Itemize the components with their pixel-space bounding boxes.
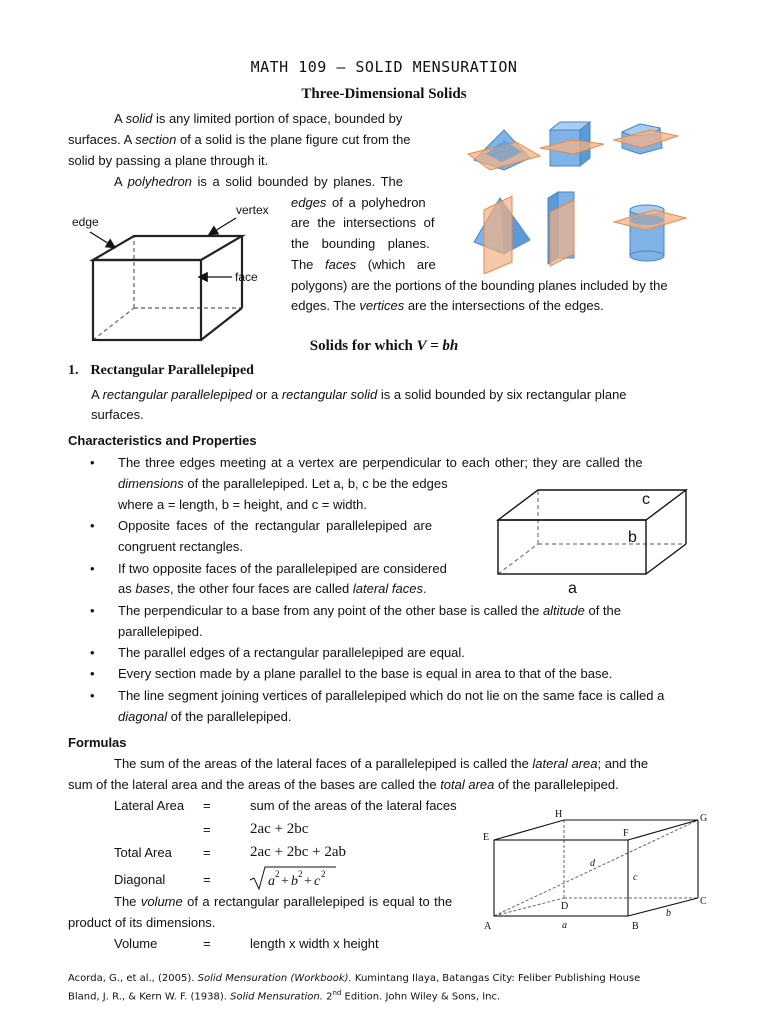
edge-label-b: b (666, 908, 671, 919)
parallelepiped-abc-diagram (494, 484, 710, 596)
bullet-1-line-2: dimensions of the parallelepiped. Let a, b, c be the edges (118, 476, 448, 491)
vertex-A: A (484, 921, 492, 932)
total-area-eq: = (203, 845, 211, 860)
bullet-dot: • (90, 603, 95, 618)
label-c: c (642, 491, 650, 508)
section-title: Three-Dimensional Solids (301, 86, 467, 102)
bullet-1-line-3: where a = length, b = height, and c = width. (118, 497, 367, 512)
bullet-dot: • (90, 666, 95, 681)
diagonal-formula (248, 864, 338, 892)
vertex-G: G (700, 813, 708, 824)
formulas-p1-line-2: sum of the lateral area and the areas of the bases are called the total area of the parallelepiped. (68, 777, 619, 792)
bullet-dot: • (90, 455, 95, 470)
total-area-formula: 2ac + 2bc + 2ab (250, 844, 347, 860)
prism-vertical-section (548, 192, 574, 266)
vertex-D: D (561, 901, 569, 912)
intro-line-3: solid by passing a plane through it. (68, 153, 269, 168)
volume-p-line-1: The volume of a rectangular parallelepiped is equal to the (114, 894, 453, 909)
bullet-2-line-1: Opposite faces of the rectangular parallelepiped are (118, 518, 433, 533)
edge-label-d: d (590, 858, 595, 869)
volume-label: Volume (114, 936, 158, 951)
course-title: MATH 109 – SOLID MENSURATION (250, 58, 518, 76)
vertex-arrow (210, 218, 236, 234)
bullet-dot: • (90, 688, 95, 703)
bullet-dot: • (90, 561, 95, 576)
vertex-F: F (623, 828, 629, 839)
intro-line-7: the bounding planes. (291, 236, 430, 251)
prism-horizontal-section (614, 124, 678, 154)
label-a: a (568, 580, 577, 596)
total-area-label: Total Area (114, 845, 172, 860)
intro-line-10: edges. The vertices are the intersections of the edges. (291, 298, 604, 313)
cube-horizontal-section (540, 122, 604, 166)
bullet-7-line-1: The line segment joining vertices of parallelepiped which do not lie on the same face is called a (118, 688, 665, 703)
bullet-dot: • (90, 518, 95, 533)
pyramid-vertical-section (474, 196, 530, 274)
bullet-3-line-1: If two opposite faces of the parallelepiped are considered (118, 561, 447, 576)
labeled-parallelepiped-diagram (476, 804, 716, 936)
svg-text:b: b (291, 874, 298, 889)
face-label: face (235, 270, 258, 284)
reference-2: Bland, J. R., & Kern W. F. (1938). Solid Mensuration. 2nd Edition. John Wiley & Sons, Inc. (68, 989, 501, 1003)
bullet-dot: • (90, 645, 95, 660)
edge-arrow (90, 232, 114, 247)
lateral-area-desc: sum of the areas of the lateral faces (250, 798, 457, 813)
vertex-label: vertex (236, 203, 269, 217)
cube-diagram (60, 198, 292, 348)
section-1-def-line-2: surfaces. (91, 407, 144, 422)
solids-sections-illustration (464, 118, 708, 274)
bullet-4-line-1: The perpendicular to a base from any point of the other base is called the altitude of the (118, 603, 621, 618)
bullet-5: The parallel edges of a rectangular parallelepiped are equal. (118, 645, 465, 660)
lateral-area-formula: 2ac + 2bc (250, 821, 309, 837)
formulas-heading: Formulas (68, 735, 127, 750)
pyramid-horizontal-section (468, 130, 540, 170)
intro-line-8: The faces (which are (291, 257, 436, 272)
edge-label-a: a (562, 920, 567, 931)
lateral-area-eq: = (203, 798, 211, 813)
intro-line-5: edges of a polyhedron (291, 195, 426, 210)
vertex-B: B (632, 921, 639, 932)
volume-p-line-2: product of its dimensions. (68, 915, 216, 930)
bullet-1-line-1: The three edges meeting at a vertex are perpendicular to each other; they are called the (118, 455, 643, 470)
bullet-6: Every section made by a plane parallel to the base is equal in area to that of the base. (118, 666, 613, 681)
section-1-def-line-1: A rectangular parallelepiped or a rectangular solid is a solid bounded by six rectangular plane (91, 387, 627, 402)
intro-line-1: A solid is any limited portion of space, bounded by (114, 111, 403, 126)
intro-line-6: are the intersections of (291, 215, 435, 230)
svg-text:2: 2 (321, 869, 326, 879)
svg-text:2: 2 (298, 869, 303, 879)
lateral-area-label: Lateral Area (114, 798, 185, 813)
bullet-7-line-2: diagonal of the parallelepiped. (118, 709, 292, 724)
edge-label-c: c (633, 872, 638, 883)
intro-line-2: surfaces. A section of a solid is the plane figure cut from the (68, 132, 411, 147)
edge-label: edge (72, 215, 99, 229)
lateral-area-eq-2: = (203, 822, 211, 837)
svg-text:a: a (268, 874, 275, 889)
section-1-title: 1. Rectangular Parallelepiped (68, 363, 254, 378)
svg-text:c: c (314, 874, 321, 889)
vertex-C: C (700, 896, 707, 907)
characteristics-heading: Characteristics and Properties (68, 433, 257, 448)
diagonal-eq: = (203, 872, 211, 887)
intro-line-9: polygons) are the portions of the bounding planes included by the (291, 278, 668, 293)
solids-heading: Solids for which V = bh (309, 338, 459, 354)
cylinder-horizontal-section (614, 205, 686, 261)
bullet-2-line-2: congruent rectangles. (118, 539, 244, 554)
bullet-3-line-2: as bases, the other four faces are called lateral faces. (118, 581, 427, 596)
svg-text:2: 2 (275, 869, 280, 879)
intro-line-4: A polyhedron is a solid bounded by planes. The (114, 174, 403, 189)
bullet-4-line-2: parallelepiped. (118, 624, 203, 639)
volume-desc: length x width x height (250, 936, 379, 951)
formulas-p1-line-1: The sum of the areas of the lateral faces of a parallelepiped is called the lateral area; and the (114, 756, 649, 771)
vertex-H: H (555, 809, 563, 820)
vertex-E: E (483, 832, 490, 843)
reference-1: Acorda, G., et al., (2005). Solid Mensuration (Workbook). Kumintang Ilaya, Batangas City: Feliber Publishing House (68, 973, 641, 984)
diagonal-label: Diagonal (114, 872, 166, 887)
svg-text:+: + (281, 874, 289, 889)
volume-eq: = (203, 936, 211, 951)
label-b: b (628, 529, 637, 546)
svg-text:+: + (304, 874, 312, 889)
